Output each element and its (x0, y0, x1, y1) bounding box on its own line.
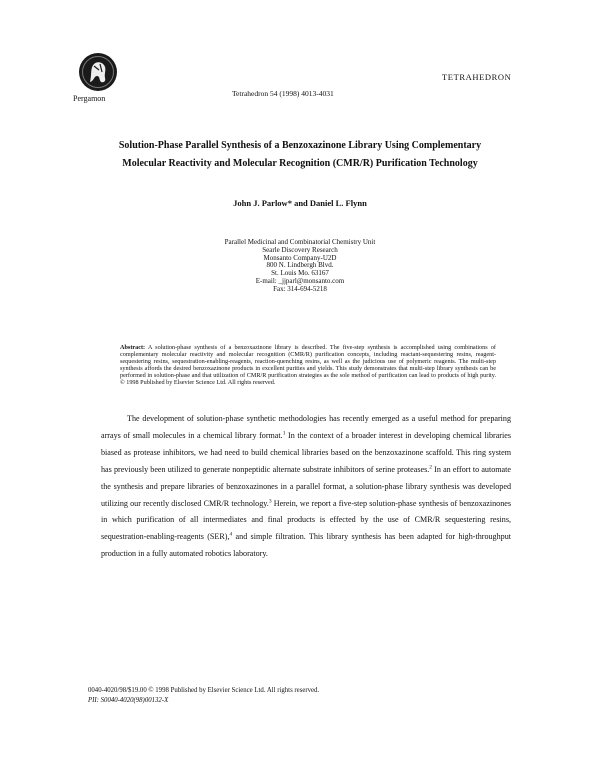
abstract-label: Abstract: (120, 344, 146, 351)
abstract (120, 344, 496, 387)
affiliation-fax: Fax: 314-694-5218 (273, 284, 327, 293)
body-text-run: Herein, we report a five-step solution-phase synthesis of benzoxazinones in which purification of all intermediates and final products is effected by the use of CMR/R sequestering resins, sequestration-enabling-reagents (SER), (101, 498, 511, 542)
body-text-run: In an effort to automate the synthesis and prepare libraries of benzoxazinones in a parallel format, a solution-phase library synthesis was developed utilizing our recently disclosed CMR/R technology. (101, 464, 511, 508)
authors: John J. Parlow* and Daniel L. Flynn (233, 198, 367, 208)
abstract-text: A solution-phase synthesis of a benzoxazinone library is described. The five-step synthesis is accomplished using combinations of complementary molecular reactivity and molecular recognition (CMR/R) purification concepts, including reactant-sequestering resins, reagent-sequestering resins, sequestration-enabling-reagents, reaction-quenching resins, as well as the judicious use of polymeric reagents. The multi-step synthesis affords the desired benzoxazinone products in excellent purities and yields. This study demonstrates that multi-step library synthesis can be performed in solution-phase and that utilization of CMR/R purification strategies as the sole method of purification can lead to products of high purity. © 1998 Published by Elsevier Science Ltd. All rights reserved. (120, 344, 496, 387)
copyright-line: 0040-4020/98/$19.00 © 1998 Published by Elsevier Science Ltd. All rights reserved. (88, 687, 320, 694)
publisher-name: Pergamon (73, 94, 106, 103)
pergamon-logo-icon (78, 52, 118, 92)
title-line-2: Molecular Reactivity and Molecular Recognition (CMR/R) Purification Technology (122, 158, 478, 169)
affiliation-line: Parallel Medicinal and Combinatorial Chemistry Unit (224, 238, 376, 246)
affiliation-line: Monsanto Company-U2D (263, 253, 337, 262)
citation-ref: 4 (229, 531, 233, 538)
affiliation-email: E-mail: _jjparl@monsanto.com (255, 276, 345, 285)
page-footer (88, 686, 319, 705)
body-text-run: The development of solution-phase synthetic methodologies has recently emerged as a useful method for preparing arrays of small molecules in a chemical library format. (101, 414, 511, 440)
body-text-run: In the context of a broader interest in developing chemical libraries biased as protease inhibitors, we had need to build chemical libraries based on the benzoxazinone scaffold. This ring system has previously been utilized to generate nonpeptidic alternate substrate inhibitors of serine proteases. (101, 430, 511, 474)
citation-ref: 3 (268, 497, 272, 504)
journal-name: TETRAHEDRON (442, 72, 512, 82)
body-text-run: and simple filtration. This library synthesis has been adapted for high-throughput production in a fully automated robotics laboratory. (101, 532, 511, 559)
journal-reference: Tetrahedron 54 (1998) 4013-4031 (232, 89, 334, 98)
affiliation-block (60, 239, 540, 294)
affiliation-line: 800 N. Lindbergh Blvd. (266, 261, 334, 270)
citation-ref: 1 (282, 430, 286, 437)
title-line-1: Solution-Phase Parallel Synthesis of a Benzoxazinone Library Using Complementary (118, 140, 482, 151)
citation-ref: 2 (429, 464, 432, 471)
affiliation-line: St. Louis Mo. 63167 (271, 269, 329, 278)
article-title (60, 137, 540, 173)
introduction-paragraph (101, 411, 511, 563)
pii-line: PII: S0040-4020(98)00132-X (88, 696, 169, 704)
affiliation-line: Searle Discovery Research (262, 245, 338, 254)
